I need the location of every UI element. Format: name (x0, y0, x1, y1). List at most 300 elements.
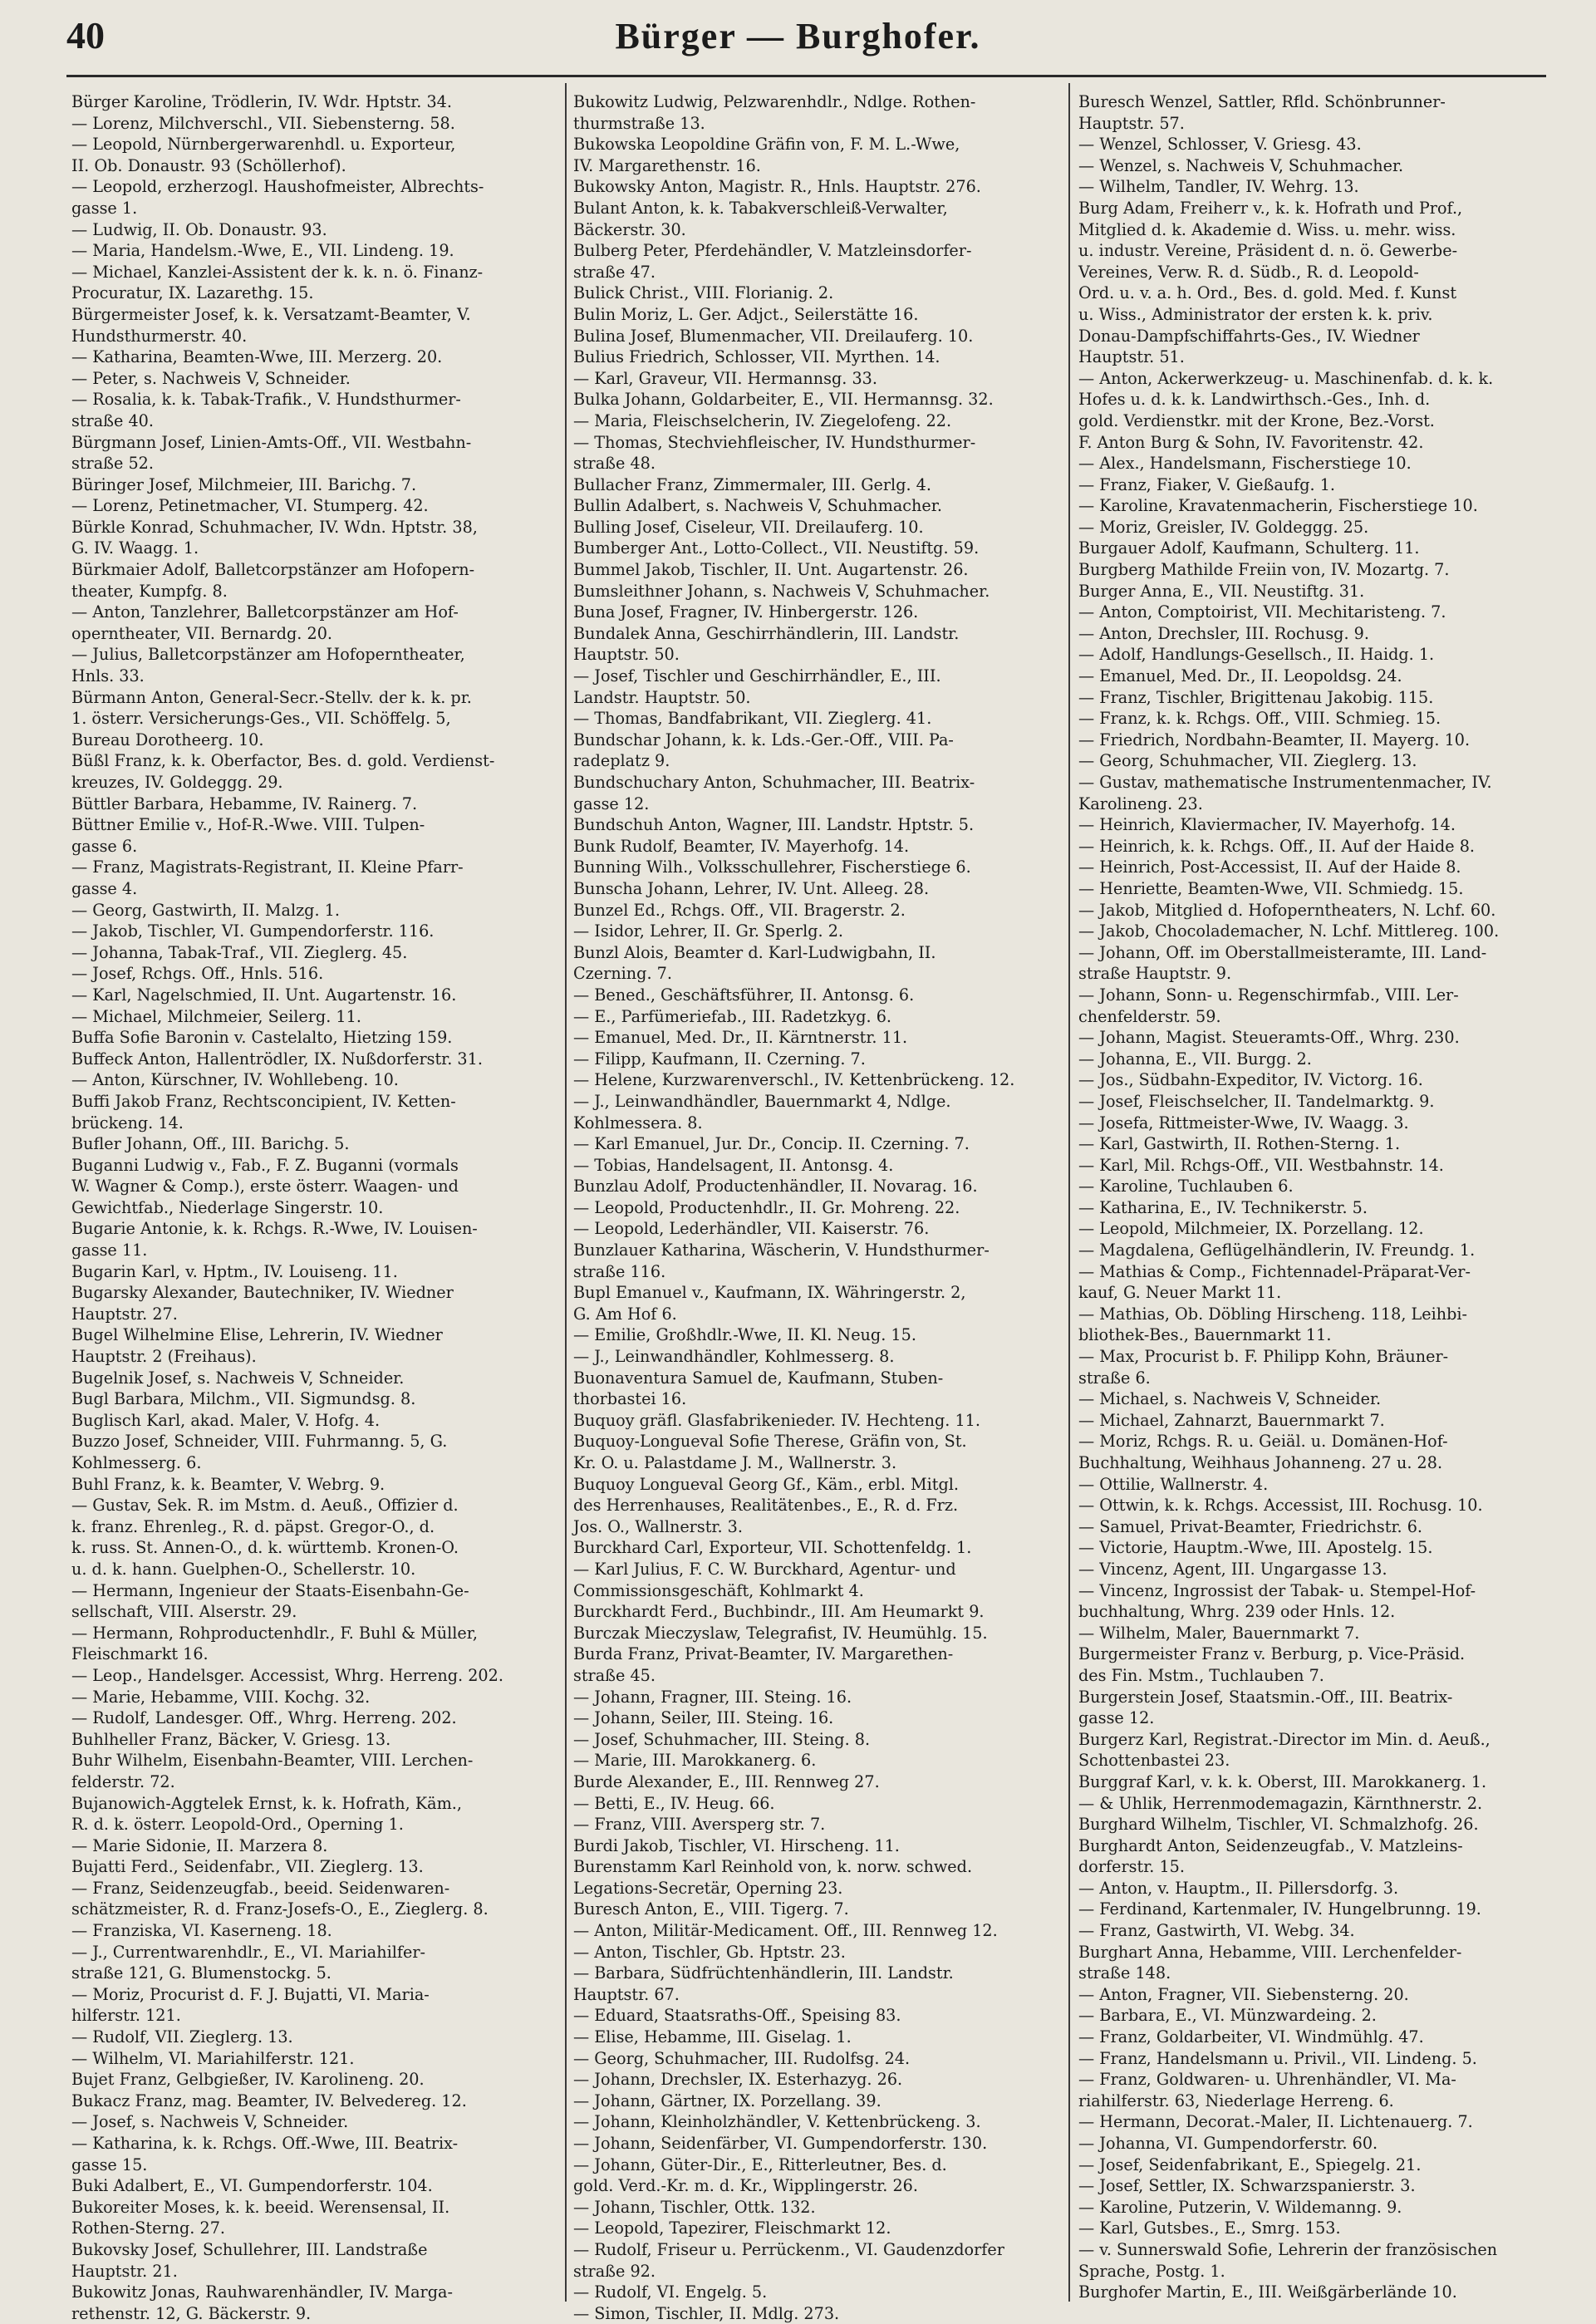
directory-entry: Bupl Emanuel v., Kaufmann, IX. Währingerstr. 2, (573, 1283, 966, 1303)
directory-entry: des Herrenhauses, Realitätenbes., E., R. d. Frz. (573, 1496, 959, 1516)
directory-entry: Bulling Josef, Ciseleur, VII. Dreilauferg. 10. (573, 517, 924, 537)
directory-entry: — Anton, Tischler, Gb. Hptstr. 23. (573, 1942, 846, 1962)
directory-entry: — Johann, Seidenfärber, VI. Gumpendorferstr. 130. (573, 2134, 988, 2153)
directory-entry: — Franz, Seidenzeugfab., beeid. Seidenwaren- (71, 1878, 450, 1898)
directory-entry: — Katharina, k. k. Rchgs. Off.-Wwe, III. Beatrix- (71, 2134, 459, 2153)
directory-entry: Burger Anna, E., VII. Neustiftg. 31. (1078, 581, 1365, 601)
directory-entry: — J., Currentwarenhdlr., E., VI. Mariahilfer- (71, 1942, 425, 1962)
directory-column-3 (1078, 91, 1559, 2302)
directory-entry: Burgermeister Franz v. Berburg, p. Vice-Präsid. (1078, 1644, 1466, 1664)
directory-entry: — Josef, Fleischselcher, II. Tandelmarktg. 9. (1078, 1091, 1435, 1111)
directory-entry: — Marie Sidonie, II. Marzera 8. (71, 1835, 328, 1855)
directory-entry: k. russ. St. Annen-O., d. k. württemb. Kronen-O. (71, 1538, 459, 1558)
directory-entry: — Josef, Settler, IX. Schwarzspanierstr. 3. (1078, 2176, 1416, 2196)
directory-entry: — Hermann, Decorat.-Maler, II. Lichtenauerg. 7. (1078, 2112, 1473, 2132)
directory-entry: Sprache, Postg. 1. (1078, 2261, 1225, 2281)
directory-entry: Bunk Rudolf, Beamter, IV. Mayerhofg. 14. (573, 836, 910, 856)
directory-entry: Bunzlauer Katharina, Wäscherin, V. Hundsthurmer- (573, 1241, 990, 1260)
directory-entry: — Karl, Gastwirth, II. Rothen-Sterng. 1. (1078, 1134, 1401, 1154)
directory-entry: — Friedrich, Nordbahn-Beamter, II. Mayerg. 10. (1078, 730, 1471, 749)
directory-entry: — Johann, Sonn- u. Regenschirmfab., VIII. Ler- (1078, 985, 1459, 1005)
directory-entry: dorferstr. 15. (1078, 1857, 1185, 1877)
directory-entry: Bujanowich-Aggtelek Ernst, k. k. Hofrath, Käm., (71, 1793, 462, 1813)
directory-entry: Buhlheller Franz, Bäcker, V. Griesg. 13. (71, 1729, 391, 1749)
directory-entry: — Franz, Gastwirth, VI. Webg. 34. (1078, 1921, 1355, 1941)
directory-entry: — Heinrich, Klaviermacher, IV. Mayerhofg. 14. (1078, 815, 1456, 835)
directory-entry: — Maria, Fleischselcherin, IV. Ziegelofeng. 22. (573, 410, 952, 430)
directory-entry: Bäckerstr. 30. (573, 219, 686, 239)
directory-entry: Commissionsgeschäft, Kohlmarkt 4. (573, 1580, 864, 1600)
directory-entry: — Peter, s. Nachweis V, Schneider. (71, 368, 351, 388)
directory-entry: — Johann, Seiler, III. Steing. 16. (573, 1708, 834, 1728)
directory-entry: — E., Parfümeriefab., III. Radetzkyg. 6. (573, 1006, 892, 1026)
directory-entry: — Gustav, Sek. R. im Mstm. d. Aeuß., Offizier d. (71, 1496, 459, 1516)
directory-entry: thurmstraße 13. (573, 113, 705, 133)
directory-entry: Bukowska Leopoldine Gräfin von, F. M. L.-Wwe, (573, 135, 960, 155)
directory-entry: Vereines, Verw. R. d. Südb., R. d. Leopold- (1078, 262, 1419, 282)
page-title: Bürger — Burghofer. (615, 16, 981, 57)
directory-entry: — Josefa, Rittmeister-Wwe, IV. Waagg. 3. (1078, 1113, 1409, 1133)
directory-entry: — Rosalia, k. k. Tabak-Trafik., V. Hundsthurmer- (71, 390, 461, 410)
directory-entry: Buhr Wilhelm, Eisenbahn-Beamter, VIII. Lerchen- (71, 1751, 474, 1771)
directory-entry: gasse 6. (71, 836, 138, 856)
directory-entry: kreuzes, IV. Goldeggg. 29. (71, 773, 283, 792)
directory-entry: — Wenzel, Schlosser, V. Griesg. 43. (1078, 135, 1362, 155)
directory-entry: — Jakob, Chocolademacher, N. Lchf. Mittlereg. 100. (1078, 921, 1500, 941)
directory-entry: — Julius, Balletcorpstänzer am Hofoperntheater, (71, 645, 465, 665)
directory-entry: Bulina Josef, Blumenmacher, VII. Dreilauferg. 10. (573, 326, 974, 346)
directory-entry: — Rudolf, Landesger. Off., Whrg. Herreng. 202. (71, 1708, 457, 1728)
directory-entry: — Bened., Geschäftsführer, II. Antonsg. 6. (573, 985, 915, 1005)
directory-entry: Bureau Dorotheerg. 10. (71, 730, 264, 749)
directory-entry: — Tobias, Handelsagent, II. Antonsg. 4. (573, 1155, 894, 1175)
directory-entry: u. d. k. hann. Guelphen-O., Schellerstr. 10. (71, 1559, 416, 1579)
directory-entry: Büßl Franz, k. k. Oberfactor, Bes. d. gold. Verdienst- (71, 751, 495, 771)
directory-entry: — Wilhelm, Maler, Bauernmarkt 7. (1078, 1623, 1360, 1643)
directory-entry: Büttler Barbara, Hebamme, IV. Rainerg. 7. (71, 794, 418, 813)
directory-entry: gasse 12. (573, 794, 650, 813)
directory-entry: — Georg, Schuhmacher, VII. Zieglerg. 13. (1078, 751, 1417, 771)
directory-entry: Bullacher Franz, Zimmermaler, III. Gerlg. 4. (573, 474, 931, 494)
directory-entry: Burckhardt Ferd., Buchbindr., III. Am Heumarkt 9. (573, 1602, 985, 1622)
directory-entry: Bürkle Konrad, Schuhmacher, IV. Wdn. Hptstr. 38, (71, 517, 478, 537)
directory-entry: Kohlmesserg. 6. (71, 1453, 202, 1472)
directory-entry: — Samuel, Privat-Beamter, Friedrichstr. 6. (1078, 1516, 1423, 1536)
directory-entry: Buquoy gräfl. Glasfabrikenieder. IV. Hechteng. 11. (573, 1410, 980, 1430)
directory-entry: — Leopold, Productenhdlr., II. Gr. Mohreng. 22. (573, 1197, 960, 1217)
directory-entry: Hauptstr. 21. (71, 2261, 178, 2281)
directory-entry: — Katharina, E., IV. Technikerstr. 5. (1078, 1197, 1368, 1217)
directory-entry: — Betti, E., IV. Heug. 66. (573, 1793, 775, 1813)
directory-entry: Bummel Jakob, Tischler, II. Unt. Augartenstr. 26. (573, 560, 969, 580)
directory-entry: — Moriz, Rchgs. R. u. Geiäl. u. Domänen-Hof- (1078, 1432, 1448, 1452)
directory-entry: Ord. u. v. a. h. Ord., Bes. d. gold. Med. f. Kunst (1078, 283, 1457, 303)
directory-entry: — Thomas, Stechviehfleischer, IV. Hundsthurmer- (573, 432, 976, 452)
directory-entry: Landstr. Hauptstr. 50. (573, 687, 751, 707)
directory-entry: — Anton, Tanzlehrer, Balletcorpstänzer am Hof- (71, 602, 459, 622)
directory-entry: Bundschuchary Anton, Schuhmacher, III. Beatrix- (573, 773, 975, 792)
directory-entry: — Moriz, Greisler, IV. Goldeggg. 25. (1078, 517, 1369, 537)
directory-entry: — Karl, Graveur, VII. Hermannsg. 33. (573, 368, 877, 388)
directory-entry: Bulka Johann, Goldarbeiter, E., VII. Hermannsg. 32. (573, 390, 994, 410)
directory-entry: — Johann, Tischler, Ottk. 132. (573, 2197, 816, 2217)
directory-entry: Mitglied d. k. Akademie d. Wiss. u. mehr. wiss. (1078, 219, 1456, 239)
directory-entry: — Anton, Ackerwerkzeug- u. Maschinenfab. d. k. k. (1078, 368, 1494, 388)
directory-entry: Bulberg Peter, Pferdehändler, V. Matzleinsdorfer- (573, 241, 972, 261)
directory-entry: — Michael, Kanzlei-Assistent der k. k. n. ö. Finanz- (71, 262, 484, 282)
directory-entry: Bukovsky Josef, Schullehrer, III. Landstraße (71, 2239, 428, 2259)
directory-entry: Buna Josef, Fragner, IV. Hinbergerstr. 126. (573, 602, 919, 622)
directory-entry: Hauptstr. 27. (71, 1304, 178, 1324)
directory-entry: bliothek-Bes., Bauernmarkt 11. (1078, 1325, 1332, 1345)
directory-entry: Bulin Moriz, L. Ger. Adjct., Seilerstätte 16. (573, 304, 919, 324)
directory-entry: — Franz, k. k. Rchgs. Off., VIII. Schmieg. 15. (1078, 709, 1441, 729)
directory-entry: Bugl Barbara, Milchm., VII. Sigmundsg. 8. (71, 1389, 416, 1409)
directory-entry: Burgerstein Josef, Staatsmin.-Off., III. Beatrix- (1078, 1687, 1453, 1707)
directory-entry: Jos. O., Wallnerstr. 3. (573, 1516, 743, 1536)
directory-entry: straße 45. (573, 1665, 656, 1685)
directory-entry: — Georg, Schuhmacher, III. Rudolfsg. 24. (573, 2048, 911, 2068)
directory-entry: Bunzl Alois, Beamter d. Karl-Ludwigbahn, II. (573, 942, 936, 962)
directory-entry: Gewichtfab., Niederlage Singerstr. 10. (71, 1197, 384, 1217)
directory-entry: — Marie, III. Marokkanerg. 6. (573, 1751, 817, 1771)
directory-entry: Bulius Friedrich, Schlosser, VII. Myrthen. 14. (573, 347, 940, 367)
directory-entry: des Fin. Mstm., Tuchlauben 7. (1078, 1665, 1324, 1685)
directory-entry: Bugarie Antonie, k. k. Rchgs. R.-Wwe, IV. Louisen- (71, 1219, 478, 1239)
directory-entry: Buquoy-Longueval Sofie Therese, Gräfin von, St. (573, 1432, 967, 1452)
directory-entry: Burgerz Karl, Registrat.-Director im Min. d. Aeuß., (1078, 1729, 1490, 1749)
directory-entry: — Johann, Magist. Steueramts-Off., Whrg. 230. (1078, 1028, 1460, 1048)
directory-entry: Bumberger Ant., Lotto-Collect., VII. Neustiftg. 59. (573, 538, 980, 558)
directory-entry: Bullin Adalbert, s. Nachweis V, Schuhmacher. (573, 496, 942, 516)
directory-entry: — Ludwig, II. Ob. Donaustr. 93. (71, 219, 327, 239)
directory-entry: — & Uhlik, Herrenmodemagazin, Kärnthnerstr. 2. (1078, 1793, 1483, 1813)
directory-entry: — Franz, Magistrats-Registrant, II. Kleine Pfarr- (71, 857, 464, 877)
directory-entry: Bugel Wilhelmine Elise, Lehrerin, IV. Wiedner (71, 1325, 443, 1345)
directory-entry: Kr. O. u. Palastdame J. M., Wallnerstr. 3. (573, 1453, 897, 1472)
directory-entry: Hauptstr. 57. (1078, 113, 1185, 133)
directory-entry: — Franz, Goldarbeiter, VI. Windmühlg. 47. (1078, 2027, 1424, 2047)
directory-entry: — Ottwin, k. k. Rchgs. Accessist, III. Rochusg. 10. (1078, 1496, 1483, 1516)
directory-entry: straße 148. (1078, 1963, 1171, 1983)
directory-entry: — Johann, Drechsler, IX. Esterhazyg. 26. (573, 2070, 903, 2090)
directory-entry: Legations-Secretär, Operning 23. (573, 1878, 843, 1898)
directory-entry: — Wenzel, s. Nachweis V, Schuhmacher. (1078, 155, 1404, 175)
directory-entry: — Victorie, Hauptm.-Wwe, III. Apostelg. 15. (1078, 1538, 1433, 1558)
directory-entry: — Josef, Tischler und Geschirrhändler, E., III. (573, 666, 941, 686)
directory-entry: — Barbara, Südfrüchtenhändlerin, III. Landstr. (573, 1963, 954, 1983)
directory-entry: — Karl Julius, F. C. W. Burckhard, Agentur- und (573, 1559, 956, 1579)
directory-entry: — Vincenz, Ingrossist der Tabak- u. Stempel-Hof- (1078, 1580, 1476, 1600)
directory-entry: — Johann, Fragner, III. Steing. 16. (573, 1687, 852, 1707)
directory-entry: straße 6. (1078, 1368, 1151, 1388)
directory-entry: — Rudolf, Friseur u. Perrückenm., VI. Gaudenzdorfer (573, 2239, 1004, 2259)
directory-entry: hilferstr. 121. (71, 2006, 181, 2026)
directory-entry: — Eduard, Staatsraths-Off., Speising 83. (573, 2006, 901, 2026)
page-header (0, 0, 1596, 66)
directory-entry: rethenstr. 12, G. Bäckerstr. 9. (71, 2303, 312, 2323)
directory-entry: Donau-Dampfschiffahrts-Ges., IV. Wiedner (1078, 326, 1420, 346)
directory-entry: — Johanna, E., VII. Burgg. 2. (1078, 1049, 1312, 1069)
directory-entry: — Leopold, erzherzogl. Haushofmeister, Albrechts- (71, 177, 484, 197)
directory-entry: u. Wiss., Administrator der ersten k. k. priv. (1078, 304, 1433, 324)
directory-entry: straße 116. (573, 1261, 666, 1281)
directory-entry: Buglisch Karl, akad. Maler, V. Hofg. 4. (71, 1410, 381, 1430)
directory-entry: — Alex., Handelsmann, Fischerstiege 10. (1078, 454, 1412, 474)
directory-entry: G. Am Hof 6. (573, 1304, 677, 1324)
directory-entry: — Johanna, VI. Gumpendorferstr. 60. (1078, 2134, 1378, 2153)
directory-entry: Burenstamm Karl Reinhold von, k. norw. schwed. (573, 1857, 973, 1877)
directory-entry: Burgberg Mathilde Freiin von, IV. Mozartg. 7. (1078, 560, 1450, 580)
directory-entry: — Josef, s. Nachweis V, Schneider. (71, 2112, 349, 2132)
directory-entry: — Moriz, Procurist d. F. J. Bujatti, VI. Maria- (71, 1984, 430, 2004)
directory-entry: Buffi Jakob Franz, Rechtsconcipient, IV. Ketten- (71, 1091, 456, 1111)
directory-entry: kauf, G. Neuer Markt 11. (1078, 1283, 1282, 1303)
directory-entry: Burde Alexander, E., III. Rennweg 27. (573, 1771, 880, 1791)
directory-entry: — Franz, Goldwaren- u. Uhrenhändler, VI. Ma- (1078, 2070, 1456, 2090)
directory-entry: Bürgmann Josef, Linien-Amts-Off., VII. Westbahn- (71, 432, 472, 452)
directory-entry: — Lorenz, Petinetmacher, VI. Stumperg. 42. (71, 496, 429, 516)
directory-entry: buchhaltung, Whrg. 239 oder Hnls. 12. (1078, 1602, 1396, 1622)
directory-entry: — Heinrich, Post-Accessist, II. Auf der Haide 8. (1078, 857, 1461, 877)
directory-entry: thorbastei 16. (573, 1389, 687, 1409)
directory-entry: Hauptstr. 51. (1078, 347, 1185, 367)
directory-entry: gasse 12. (1078, 1708, 1155, 1728)
directory-entry: — Wilhelm, Tandler, IV. Wehrg. 13. (1078, 177, 1359, 197)
directory-entry: — Emilie, Großhdlr.-Wwe, II. Kl. Neug. 15. (573, 1325, 916, 1345)
directory-entry: II. Ob. Donaustr. 93 (Schöllerhof). (71, 155, 346, 175)
directory-entry: Buffa Sofie Baronin v. Castelalto, Hietzing 159. (71, 1028, 453, 1048)
directory-entry: gasse 11. (71, 1241, 148, 1260)
directory-entry: — Thomas, Bandfabrikant, VII. Zieglerg. 41. (573, 709, 932, 729)
directory-entry: — Johann, Off. im Oberstallmeisteramte, III. Land- (1078, 942, 1487, 962)
directory-entry: Bundschar Johann, k. k. Lds.-Ger.-Off., VIII. Pa- (573, 730, 954, 749)
directory-entry: G. IV. Waagg. 1. (71, 538, 199, 558)
directory-entry: Bujatti Ferd., Seidenfabr., VII. Zieglerg. 13. (71, 1857, 424, 1877)
directory-entry: — v. Sunnerswald Sofie, Lehrerin der französischen (1078, 2239, 1498, 2259)
directory-entry: Buffeck Anton, Hallentrödler, IX. Nußdorferstr. 31. (71, 1049, 483, 1069)
directory-entry: Buonaventura Samuel de, Kaufmann, Stuben- (573, 1368, 944, 1388)
directory-entry: Rothen-Sterng. 27. (71, 2218, 225, 2238)
directory-entry: Bugarsky Alexander, Bautechniker, IV. Wiedner (71, 1283, 454, 1303)
directory-entry: — Anton, Fragner, VII. Siebensterng. 20. (1078, 1984, 1409, 2004)
directory-entry: Fleischmarkt 16. (71, 1644, 209, 1664)
directory-entry: — Karoline, Tuchlauben 6. (1078, 1177, 1294, 1196)
directory-entry: — Wilhelm, VI. Mariahilferstr. 121. (71, 2048, 355, 2068)
directory-entry: Burghard Wilhelm, Tischler, VI. Schmalzhofg. 26. (1078, 1815, 1479, 1835)
directory-entry: F. Anton Burg & Sohn, IV. Favoritenstr. 42. (1078, 432, 1424, 452)
directory-entry: — Helene, Kurzwarenverschl., IV. Kettenbrückeng. 12. (573, 1070, 1015, 1090)
directory-entry: W. Wagner & Comp.), erste österr. Waagen- und (71, 1177, 459, 1196)
directory-entry: — Michael, Milchmeier, Seilerg. 11. (71, 1006, 361, 1026)
directory-entry: — Simon, Tischler, II. Mdlg. 273. (573, 2303, 840, 2323)
directory-entry: — Anton, Drechsler, III. Rochusg. 9. (1078, 623, 1369, 643)
directory-entry: theater, Kumpfg. 8. (71, 581, 228, 601)
directory-entry: Hauptstr. 2 (Freihaus). (71, 1347, 257, 1367)
directory-entry: Hnls. 33. (71, 666, 145, 686)
directory-entry: — Adolf, Handlungs-Gesellsch., II. Haidg. 1. (1078, 645, 1435, 665)
directory-entry: — Max, Procurist b. F. Philipp Kohn, Bräuner- (1078, 1347, 1449, 1367)
directory-entry: Burczak Mieczyslaw, Telegrafist, IV. Heumühlg. 15. (573, 1623, 988, 1643)
directory-entry: riahilferstr. 63, Niederlage Herreng. 6. (1078, 2091, 1394, 2110)
directory-entry: Buki Adalbert, E., VI. Gumpendorferstr. 104. (71, 2176, 433, 2196)
directory-entry: — J., Leinwandhändler, Kohlmesserg. 8. (573, 1347, 895, 1367)
directory-entry: — Isidor, Lehrer, II. Gr. Sperlg. 2. (573, 921, 844, 941)
directory-entry: straße Hauptstr. 9. (1078, 964, 1232, 984)
directory-entry: — Jos., Südbahn-Expeditor, IV. Victorg. 16. (1078, 1070, 1423, 1090)
directory-entry: Bulant Anton, k. k. Tabakverschleiß-Verwalter, (573, 198, 948, 218)
directory-entry: — Karl, Gutsbes., E., Smrg. 153. (1078, 2218, 1341, 2238)
column-divider (1068, 83, 1070, 2302)
directory-entry: Burda Franz, Privat-Beamter, IV. Margarethen- (573, 1644, 954, 1664)
directory-entry: — Anton, Militär-Medicament. Off., III. Rennweg 12. (573, 1921, 998, 1941)
directory-entry: Bukowitz Ludwig, Pelzwarenhdlr., Ndlge. Rothen- (573, 92, 976, 111)
directory-entry: k. franz. Ehrenleg., R. d. päpst. Gregor-O., d. (71, 1516, 435, 1536)
directory-entry: — Marie, Hebamme, VIII. Kochg. 32. (71, 1687, 371, 1707)
directory-column-1 (71, 91, 560, 2323)
directory-entry: IV. Margarethenstr. 16. (573, 155, 761, 175)
directory-entry: Procuratur, IX. Lazarethg. 15. (71, 283, 314, 303)
column-divider (565, 83, 567, 2302)
directory-entry: Burdi Jakob, Tischler, VI. Hirscheng. 11. (573, 1835, 900, 1855)
directory-entry: — Lorenz, Milchverschl., VII. Siebensterng. 58. (71, 113, 455, 133)
directory-entry: — Anton, v. Hauptm., II. Pillersdorfg. 3. (1078, 1878, 1399, 1898)
directory-entry: Hauptstr. 67. (573, 1984, 680, 2004)
directory-entry: — Michael, s. Nachweis V, Schneider. (1078, 1389, 1382, 1409)
directory-entry: R. d. k. österr. Leopold-Ord., Operning 1. (71, 1815, 404, 1835)
directory-entry: gasse 15. (71, 2154, 148, 2174)
directory-entry: Bukowitz Jonas, Rauhwarenhändler, IV. Marga- (71, 2282, 453, 2302)
directory-entry: Bugelnik Josef, s. Nachweis V, Schneider. (71, 1368, 405, 1388)
directory-entry: — Emanuel, Med. Dr., II. Kärntnerstr. 11. (573, 1028, 908, 1048)
directory-entry: gasse 4. (71, 878, 138, 898)
directory-entry: — Henriette, Beamten-Wwe, VII. Schmiedg. 15. (1078, 878, 1464, 898)
directory-entry: Burghardt Anton, Seidenzeugfab., V. Matzleins- (1078, 1835, 1463, 1855)
directory-entry: Czerning. 7. (573, 964, 672, 984)
directory-entry: — Franz, Handelsmann u. Privil., VII. Lindeng. 5. (1078, 2048, 1477, 2068)
directory-entry: — Leopold, Nürnbergerwarenhdl. u. Exporteur, (71, 135, 456, 155)
directory-entry: Schottenbastei 23. (1078, 1751, 1230, 1771)
directory-entry: Bujet Franz, Gelbgießer, IV. Karolineng. 20. (71, 2070, 425, 2090)
directory-entry: — Gustav, mathematische Instrumentenmacher, IV. (1078, 773, 1492, 792)
directory-entry: gasse 1. (71, 198, 138, 218)
directory-entry: — Anton, Comptoirist, VII. Mechitaristeng. 7. (1078, 602, 1446, 622)
directory-entry: Buganni Ludwig v., Fab., F. Z. Buganni (vormals (71, 1155, 459, 1175)
directory-entry: Bunning Wilh., Volksschullehrer, Fischerstiege 6. (573, 857, 971, 877)
directory-entry: — Heinrich, k. k. Rchgs. Off., II. Auf der Haide 8. (1078, 836, 1476, 856)
directory-entry: — Hermann, Ingenieur der Staats-Eisenbahn-Ge- (71, 1580, 469, 1600)
directory-entry: — Leopold, Tapezirer, Fleischmarkt 12. (573, 2218, 891, 2238)
directory-entry: — Johann, Güter-Dir., E., Ritterleutner, Bes. d. (573, 2154, 947, 2174)
directory-entry: 1. österr. Versicherungs-Ges., VII. Schöffelg. 5, (71, 709, 451, 729)
directory-entry: sellschaft, VIII. Alserstr. 29. (71, 1602, 297, 1622)
directory-entry: — Leop., Handelsger. Accessist, Whrg. Herreng. 202. (71, 1665, 503, 1685)
directory-entry: straße 40. (71, 410, 154, 430)
directory-entry: Bukacz Franz, mag. Beamter, IV. Belvedereg. 12. (71, 2091, 467, 2110)
directory-entry: — Franz, Tischler, Brigittenau Jakobig. 115. (1078, 687, 1434, 707)
directory-entry: Bukoreiter Moses, k. k. beeid. Werensensal, II. (71, 2197, 450, 2217)
directory-entry: Bumsleithner Johann, s. Nachweis V, Schuhmacher. (573, 581, 990, 601)
directory-entry: — Karoline, Putzerin, V. Wildemanng. 9. (1078, 2197, 1402, 2217)
directory-entry: Bundschuh Anton, Wagner, III. Landstr. Hptstr. 5. (573, 815, 975, 835)
directory-entry: — Karoline, Kravatenmacherin, Fischerstiege 10. (1078, 496, 1478, 516)
directory-entry: Bunzel Ed., Rchgs. Off., VII. Bragerstr. 2. (573, 900, 906, 920)
directory-entry: Bukowsky Anton, Magistr. R., Hnls. Hauptstr. 276. (573, 177, 981, 197)
directory-entry: — Franz, VIII. Aversperg str. 7. (573, 1815, 826, 1835)
directory-entry: Buchhaltung, Weihhaus Johanneng. 27 u. 28. (1078, 1453, 1443, 1472)
directory-entry: gold. Verdienstkr. mit der Krone, Bez.-Vorst. (1078, 410, 1435, 430)
directory-entry: — Franz, Fiaker, V. Gießaufg. 1. (1078, 474, 1336, 494)
directory-entry: — Ferdinand, Kartenmaler, IV. Hungelbrunng. 19. (1078, 1899, 1481, 1919)
directory-entry: radeplatz 9. (573, 751, 670, 771)
directory-entry: — J., Leinwandhändler, Bauernmarkt 4, Ndlge. (573, 1091, 951, 1111)
directory-entry: Bürmann Anton, General-Secr.-Stellv. der k. k. pr. (71, 687, 472, 707)
directory-entry: Burg Adam, Freiherr v., k. k. Hofrath und Prof., (1078, 198, 1463, 218)
directory-entry: — Rudolf, VII. Zieglerg. 13. (71, 2027, 293, 2047)
directory-entry: felderstr. 72. (71, 1771, 175, 1791)
directory-entry: Hundsthurmerstr. 40. (71, 326, 248, 346)
directory-entry: Buquoy Longueval Georg Gf., Käm., erbl. Mitgl. (573, 1474, 960, 1494)
directory-entry: — Karl Emanuel, Jur. Dr., Concip. II. Czerning. 7. (573, 1134, 970, 1154)
directory-entry: Bürgermeister Josef, k. k. Versatzamt-Beamter, V. (71, 304, 471, 324)
directory-entry: Bulick Christ., VIII. Florianig. 2. (573, 283, 834, 303)
directory-entry: Karolineng. 23. (1078, 794, 1203, 813)
directory-entry: — Karl, Mil. Rchgs-Off., VII. Westbahnstr. 14. (1078, 1155, 1444, 1175)
directory-entry: — Barbara, E., VI. Münzwardeing. 2. (1078, 2006, 1377, 2026)
directory-entry: Buhl Franz, k. k. Beamter, V. Webrg. 9. (71, 1474, 385, 1494)
directory-entry: straße 48. (573, 454, 656, 474)
directory-entry: — Johann, Gärtner, IX. Porzellang. 39. (573, 2091, 881, 2110)
directory-entry: — Filipp, Kaufmann, II. Czerning. 7. (573, 1049, 866, 1069)
directory-entry: — Magdalena, Geflügelhändlerin, IV. Freundg. 1. (1078, 1241, 1476, 1260)
directory-entry: chenfelderstr. 59. (1078, 1006, 1221, 1026)
directory-entry: — Mathias, Ob. Döbling Hirscheng. 118, Leihbi- (1078, 1304, 1468, 1324)
directory-entry: Büttner Emilie v., Hof-R.-Wwe. VIII. Tulpen- (71, 815, 425, 835)
directory-entry: Bufler Johann, Off., III. Barichg. 5. (71, 1134, 350, 1154)
directory-entry: — Georg, Gastwirth, II. Malzg. 1. (71, 900, 340, 920)
directory-entry: — Johanna, Tabak-Traf., VII. Zieglerg. 45. (71, 942, 408, 962)
page-number: 40 (66, 14, 105, 57)
directory-entry: — Josef, Schuhmacher, III. Steing. 8. (573, 1729, 871, 1749)
directory-entry: Bürger Karoline, Trödlerin, IV. Wdr. Hptstr. 34. (71, 92, 452, 111)
directory-entry: Kohlmessera. 8. (573, 1113, 703, 1133)
directory-entry: — Jakob, Mitglied d. Hofoperntheaters, N. Lchf. 60. (1078, 900, 1496, 920)
directory-entry: schätzmeister, R. d. Franz-Josefs-O., E., Zieglerg. 8. (71, 1899, 489, 1919)
directory-entry: straße 92. (573, 2261, 656, 2281)
directory-entry: Burghart Anna, Hebamme, VIII. Lerchenfelder- (1078, 1942, 1462, 1962)
directory-entry: — Jakob, Tischler, VI. Gumpendorferstr. 116. (71, 921, 435, 941)
directory-entry: operntheater, VII. Bernardg. 20. (71, 623, 332, 643)
directory-column-2 (573, 91, 1072, 2323)
directory-entry: — Rudolf, VI. Engelg. 5. (573, 2282, 768, 2302)
directory-entry: — Katharina, Beamten-Wwe, III. Merzerg. 20. (71, 347, 443, 367)
directory-entry: — Karl, Nagelschmied, II. Unt. Augartenstr. 16. (71, 985, 457, 1005)
directory-entry: brückeng. 14. (71, 1113, 184, 1133)
directory-entry: — Hermann, Rohproductenhdlr., F. Buhl & Müller, (71, 1623, 478, 1643)
directory-entry: — Johann, Kleinholzhändler, V. Kettenbrückeng. 3. (573, 2112, 981, 2132)
directory-entry: gold. Verd.-Kr. m. d. Kr., Wipplingerstr. 26. (573, 2176, 918, 2196)
directory-entry: u. industr. Vereine, Präsident d. n. ö. Gewerbe- (1078, 241, 1458, 261)
directory-entry: — Elise, Hebamme, III. Giselag. 1. (573, 2027, 852, 2047)
directory-entry: Burggraf Karl, v. k. k. Oberst, III. Marokkanerg. 1. (1078, 1771, 1487, 1791)
directory-entry: Bunzlau Adolf, Productenhändler, II. Novarag. 16. (573, 1177, 978, 1196)
directory-entry: — Leopold, Milchmeier, IX. Porzellang. 12. (1078, 1219, 1424, 1239)
directory-entry: — Ottilie, Wallnerstr. 4. (1078, 1474, 1269, 1494)
directory-entry: Burgauer Adolf, Kaufmann, Schulterg. 11. (1078, 538, 1420, 558)
directory-entry: — Franziska, VI. Kaserneng. 18. (71, 1921, 332, 1941)
directory-entry: — Josef, Seidenfabrikant, E., Spiegelg. 21. (1078, 2154, 1422, 2174)
directory-entry: — Mathias & Comp., Fichtennadel-Präparat-Ver- (1078, 1261, 1471, 1281)
